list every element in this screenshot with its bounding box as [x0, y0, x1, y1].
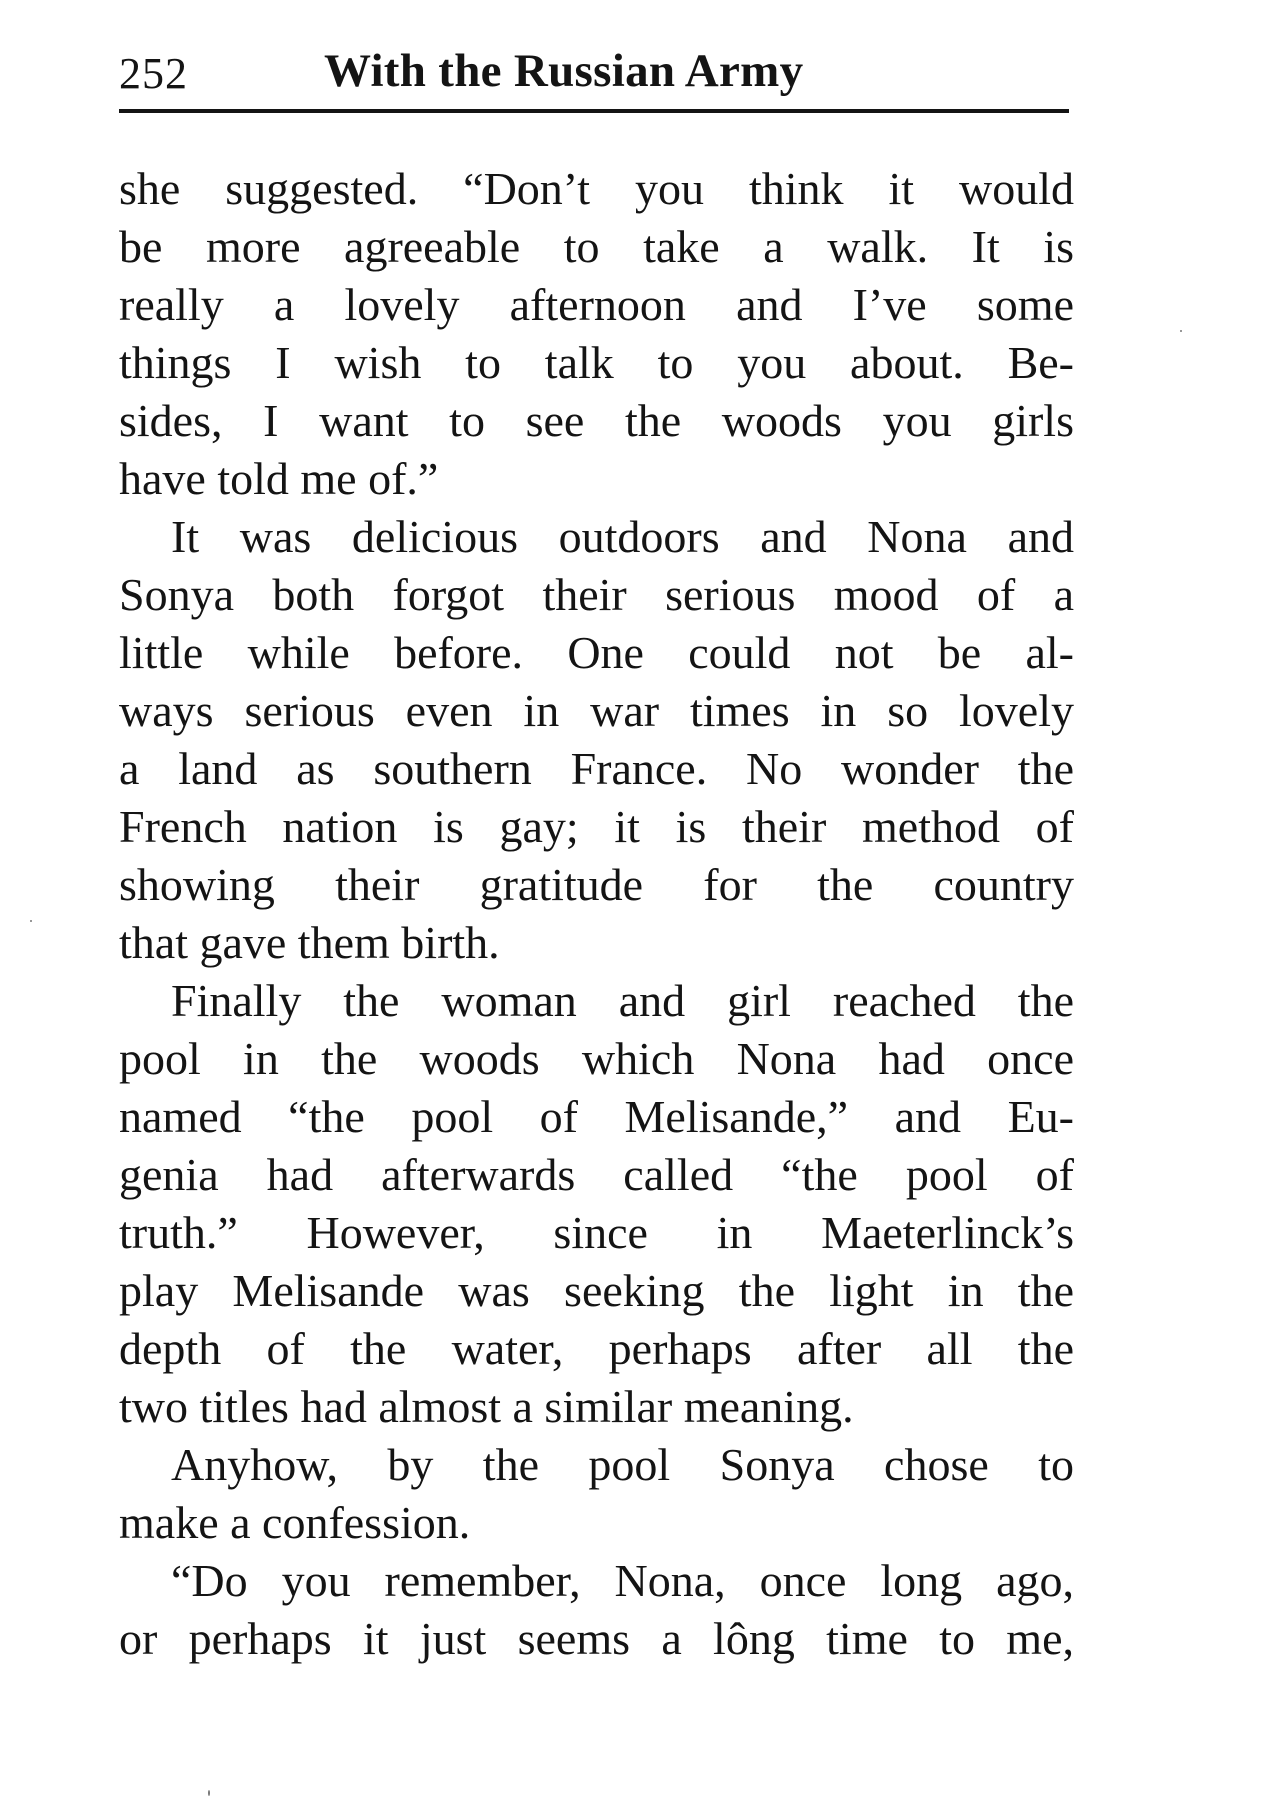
- text-line: play Melisande was seeking the light in the: [119, 1265, 1074, 1316]
- running-title: With the Russian Army: [324, 45, 804, 97]
- text-line: named “the pool of Melisande,” and Eu-: [119, 1091, 1074, 1142]
- text-line: things I wish to talk to you about. Be-: [119, 337, 1074, 388]
- text-line: showing their gratitude for the country: [119, 859, 1074, 910]
- text-line: Finally the woman and girl reached the: [171, 975, 1074, 1026]
- page-number: 252: [119, 49, 188, 98]
- scan-speck: [30, 920, 32, 922]
- text-line: be more agreeable to take a walk. It is: [119, 221, 1074, 272]
- header-rule: [119, 109, 1069, 113]
- text-line: depth of the water, perhaps after all the: [119, 1323, 1074, 1374]
- text-line: or perhaps it just seems a lông time to me,: [119, 1613, 1074, 1664]
- text-line: two titles had almost a similar meaning.: [119, 1381, 854, 1432]
- text-line: that gave them birth.: [119, 917, 500, 968]
- text-line: really a lovely afternoon and I’ve some: [119, 279, 1074, 330]
- text-line: Anyhow, by the pool Sonya chose to: [171, 1439, 1074, 1490]
- page-header: [119, 40, 1069, 112]
- text-line: It was delicious outdoors and Nona and: [171, 511, 1074, 562]
- text-line: have told me of.”: [119, 453, 439, 504]
- text-line: “Do you remember, Nona, once long ago,: [171, 1555, 1074, 1606]
- text-line: pool in the woods which Nona had once: [119, 1033, 1074, 1084]
- text-line: sides, I want to see the woods you girls: [119, 395, 1074, 446]
- text-line: French nation is gay; it is their method of: [119, 801, 1074, 852]
- text-line: genia had afterwards called “the pool of: [119, 1149, 1074, 1200]
- text-line: little while before. One could not be al-: [119, 627, 1074, 678]
- body-text: [119, 160, 1074, 1668]
- scan-speck: [208, 1790, 210, 1796]
- scan-speck: [1180, 330, 1182, 332]
- text-line: ways serious even in war times in so lovely: [119, 685, 1074, 736]
- text-line: truth.” However, since in Maeterlinck’s: [119, 1207, 1074, 1258]
- text-line: a land as southern France. No wonder the: [119, 743, 1074, 794]
- text-line: make a confession.: [119, 1497, 471, 1548]
- text-line: she suggested. “Don’t you think it would: [119, 163, 1074, 214]
- text-line: Sonya both forgot their serious mood of a: [119, 569, 1074, 620]
